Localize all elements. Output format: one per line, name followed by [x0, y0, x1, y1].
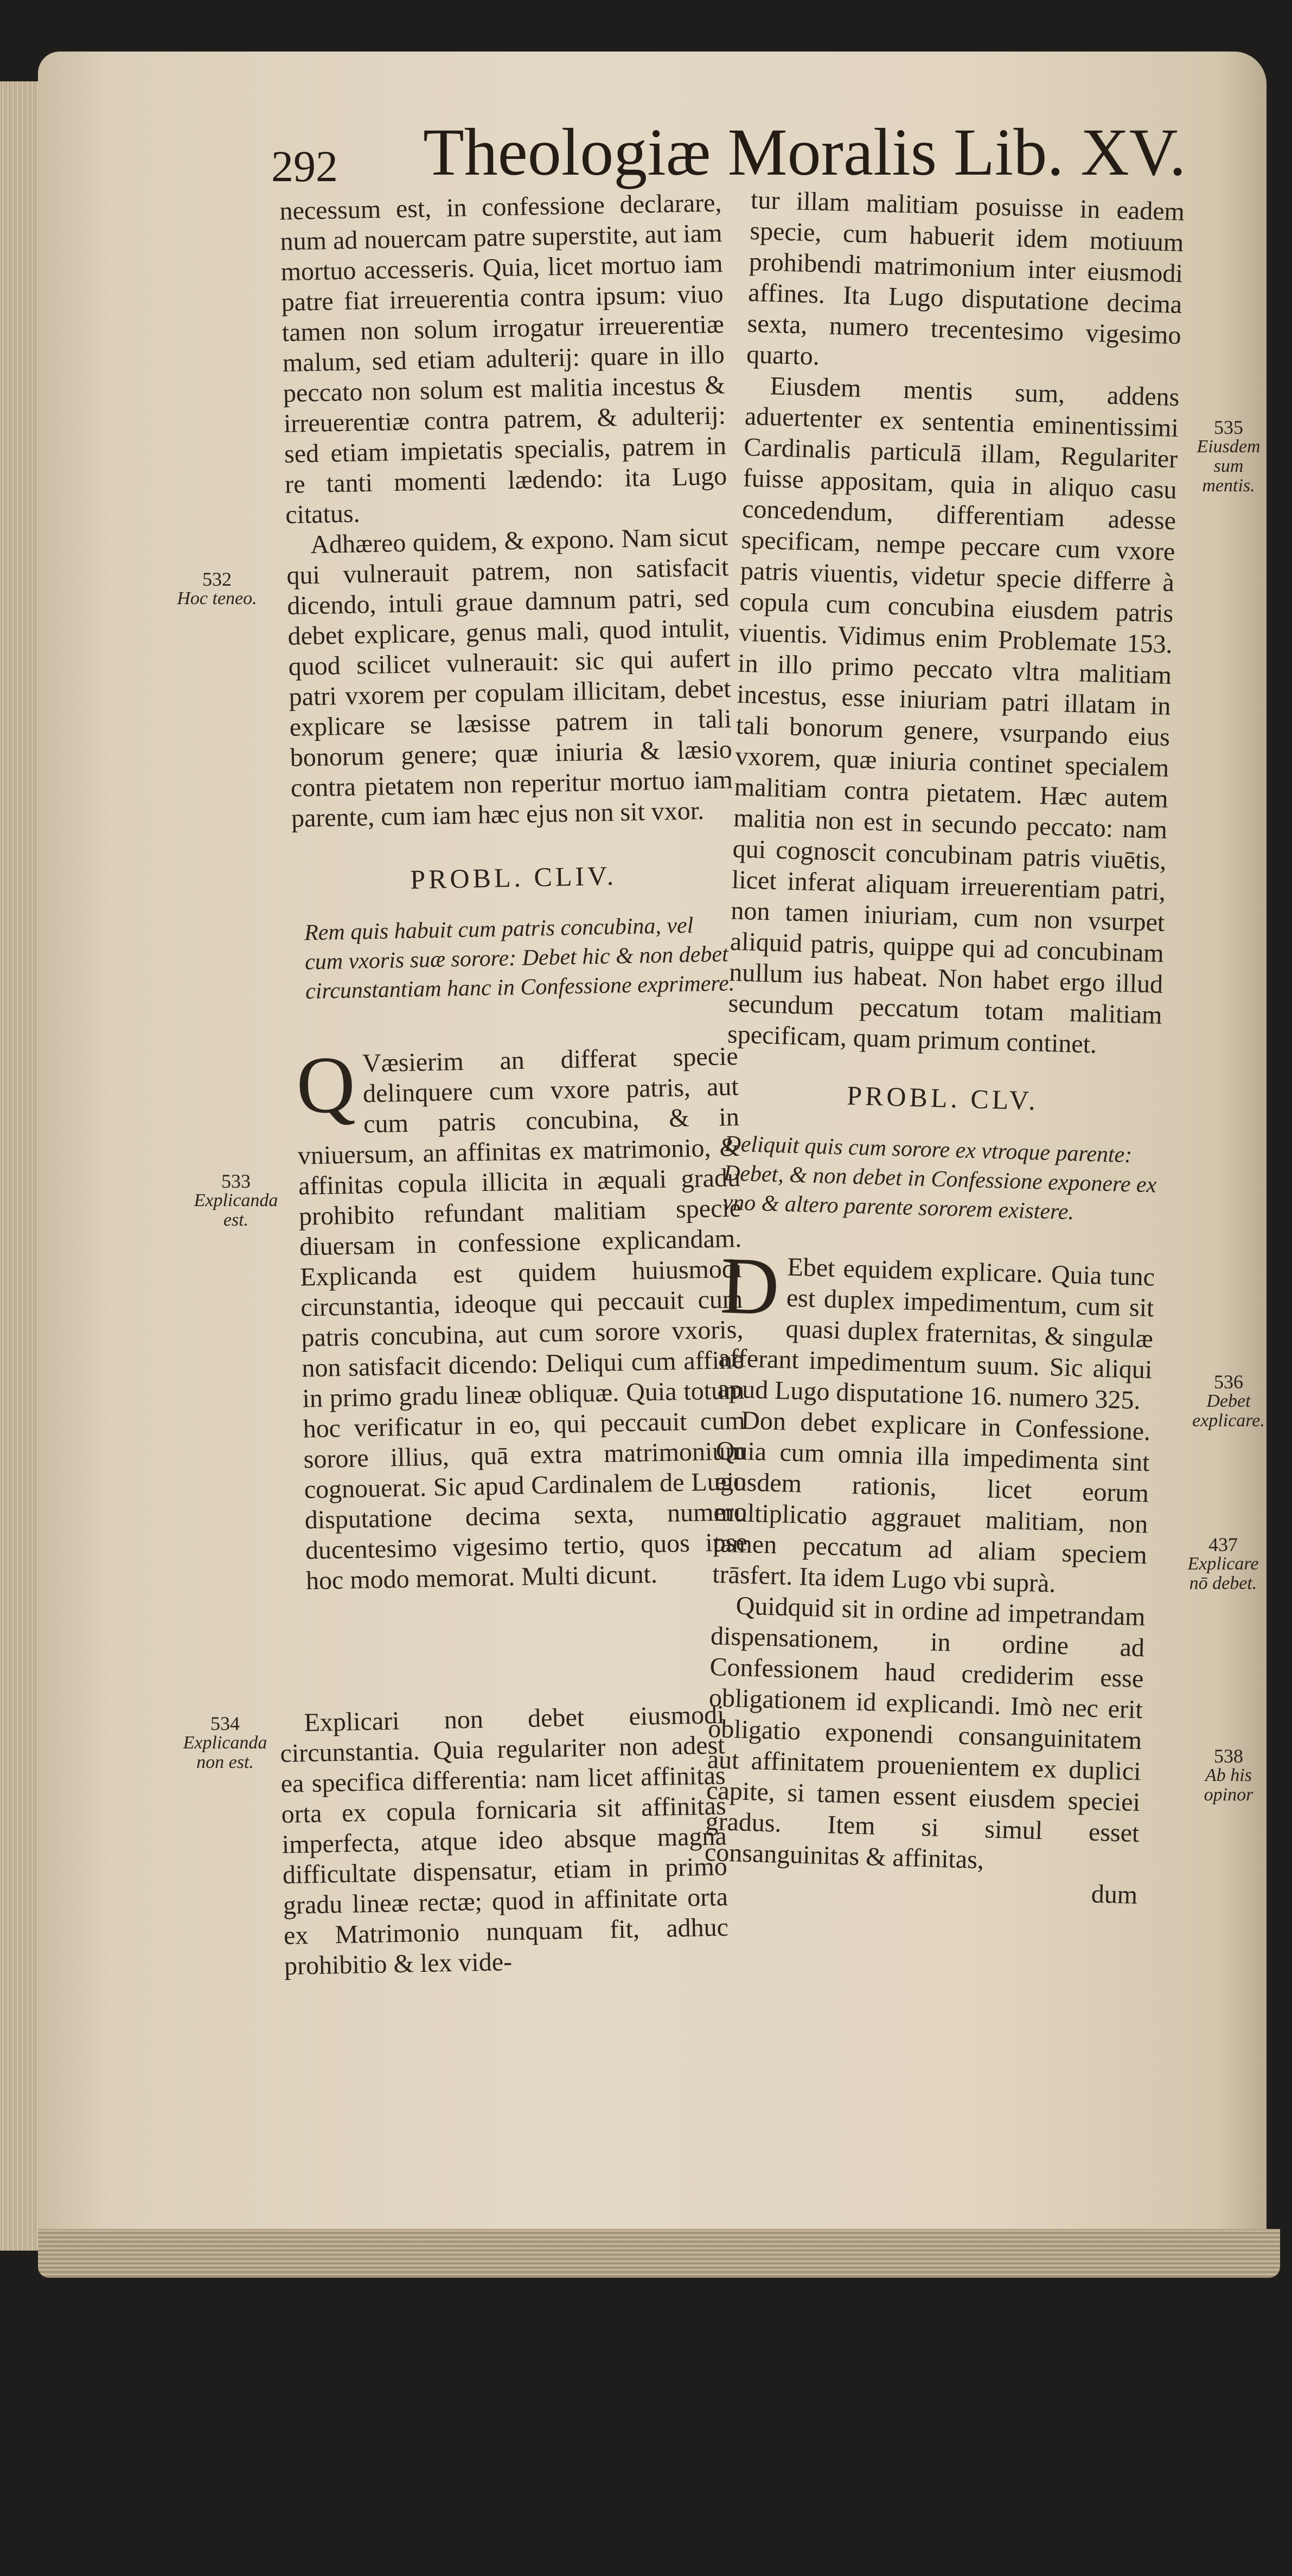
problem-heading-154: PROBL. CLIV.: [410, 860, 617, 895]
left-paragraph-3-text: Væsierim an differat specie delinquere cum vxore patris, aut cum patris concubina, & in vniuersum, an affinitas ex matrimonio, & affinitas copula illicita in æquali gradu prohibito refundant malitiam specie diuersam in confessione explicandam. Explicanda est quidem huiusmodi circunstantia, ideoque qui peccauit cum patris concubina, aut cum sorore vxoris, non satisfacit dicendo: Deliqui cum affine in primo gradu lineæ obliquæ. Quia totum hoc verificatur in eo, qui peccauit cum sorore illius, quā extra matrimonium cognouerat. Sic apud Cardinalem de Lugo disputatione decima sexta, numero ducentesimo vigesimo tertio, quos ipse hoc modo memorat. Multi dicunt.: [297, 1042, 748, 1595]
page-number: 292: [271, 142, 338, 191]
page-header: [271, 114, 1193, 206]
right-paragraph-3-text: Ebet equidem explicare. Quia tunc est duplex impedimentum, cum sit quasi duplex fraternitas, & singulæ afferant impedimentum suum. Sic aliqui apud Lugo disputatione 16. numero 325.: [717, 1252, 1155, 1415]
right-paragraph-2: Eiusdem mentis sum, addens aduertenter ex sententia eminentissimi Cardinalis particulā illam, Regulariter fuisse appositam, quia in aliquo casu concedendum, differentiam adesse specificam, nempe peccare cum vxore patris viuentis, videtur specie differre à copula cum concubina eiusdem patris viuentis. Vidimus enim Problemate 153. in illo primo peccato vltra malitiam incestus, esse iniuriam patri illatam in tali bonorum genere, vsurpando eius vxorem, quæ iniuria continet specialem malitiam contra pietatem. Hæc autem malitia non est in secundo peccato: nam qui cognoscit concubinam patris viuētis, licet inferat aliquam irreuerentiam patri, non tamen iniuriam, cum non vsurpet aliquid patris, quippe qui ad concubinam nullum ius habeat. Non habet ergo illud secundum peccatum totam malitiam specificam, quam primum continet.: [727, 371, 1180, 1059]
margin-note-533: 533 Explicanda est.: [194, 1170, 278, 1230]
running-title: Theologiæ Moralis Lib. XV.: [423, 115, 1186, 189]
margin-note-437: 437 Explicare nō debet.: [1187, 1534, 1259, 1593]
left-column: [279, 188, 748, 1595]
left-paragraph-3: [296, 1041, 748, 1596]
drop-cap-initial: D: [719, 1240, 781, 1332]
problem-question-155: Deliquit quis cum sorore ex vtroque parente: Debet, & non debet in Confessione exponere ex vno & altero parente sororem existere.: [722, 1131, 1157, 1225]
right-paragraph-1: tur illam malitiam posuisse in eadem specie, cum habuerit idem motiuum prohibendi matrimonium inter eiusmodi affines. Ita Lugo disputatione decima sexta, numero trecentesimo vigesimo quarto.: [746, 185, 1185, 371]
catchword: dum: [1091, 1879, 1138, 1910]
margin-note-538: 538 Ab his opinor: [1204, 1745, 1253, 1805]
left-paragraph-2: Adhæreo quidem, & expono. Nam sicut qui vulnerauit patrem, non satisfacit dicendo, intuli graue damnum patri, sed debet explicare, genus mali, quod intulit, quod scilicet vulnerauit: sic qui aufert patri vxorem per copulam illicitam, debet explicare se læsisse patrem in tali bonorum genere; quæ iniuria & læsio contra pietatem non reperitur mortuo iam parente, cum iam hæc ejus non sit vxor.: [286, 522, 733, 833]
left-paragraph-4: Explicari non debet eiusmodi circunstantia. Quia regulariter non adest ea specifica differentia: nam licet affinitas orta ex copula fornicaria sit affinitas imperfecta, atque ideo absque magna difficultate dispensatur, etiam in primo gradu lineæ rectæ; quod in affinitate orta ex Matrimonio nunquam fit, adhuc prohibitio & lex vide-: [280, 1700, 729, 1981]
right-paragraph-3: [717, 1240, 1155, 1416]
right-column: [700, 184, 1185, 2040]
right-paragraph-4: Don debet explicare in Confessione. Quia cum omnia illa impedimenta sint eiusdem rationis, licet eorum multiplicatio aggrauet malitiam, non tamen peccatum ad aliam speciem trāsfert. Ita idem Lugo vbi suprà.: [712, 1406, 1151, 1598]
margin-note-534: 534 Explicanda non est.: [183, 1713, 267, 1772]
problem-question-154: Rem quis habuit cum patris concubina, vel cum vxoris suæ sorore: Debet hic & non debet circunstantiam hanc in Confessione exprimere.: [304, 913, 735, 1004]
margin-note-535: 535 Eiusdem sum mentis.: [1197, 416, 1261, 496]
right-paragraph-5: Quidquid sit in ordine ad impetrandam dispensationem, in ordine ad Confessionem haud crediderim esse obligationem id explicandi. Imò nec erit obligatio exponendi consanguinitatem aut affinitatem prouenientem ex duplici capite, si tamen essent eiusdem speciei gradus. Item si simul esset consanguinitas & affinitas,: [704, 1591, 1146, 1875]
margin-note-532: 532 Hoc teneo.: [177, 568, 257, 608]
left-column-lower: [279, 1700, 741, 2575]
margin-note-536: 536 Debet explicare.: [1192, 1371, 1265, 1431]
problem-heading-155: PROBL. CLV.: [846, 1080, 1039, 1116]
drop-cap-initial: Q: [295, 1039, 356, 1131]
left-paragraph-1: necessum est, in confessione declarare, num ad nouercam patre superstite, aut iam mortuo accesseris. Quia, licet mortuo iam patre fiat irreuerentia contra ipsum: viuo tamen non solum irrogatur irreuerentiæ malum, sed etiam adulterij: quare in illo peccato non solum est malitia incestus & irreuerentiæ contra patrem, & adulterij: sed etiam impietatis specialis, patrem in re tanti momenti lædendo: ita Lugo citatus.: [279, 188, 727, 529]
